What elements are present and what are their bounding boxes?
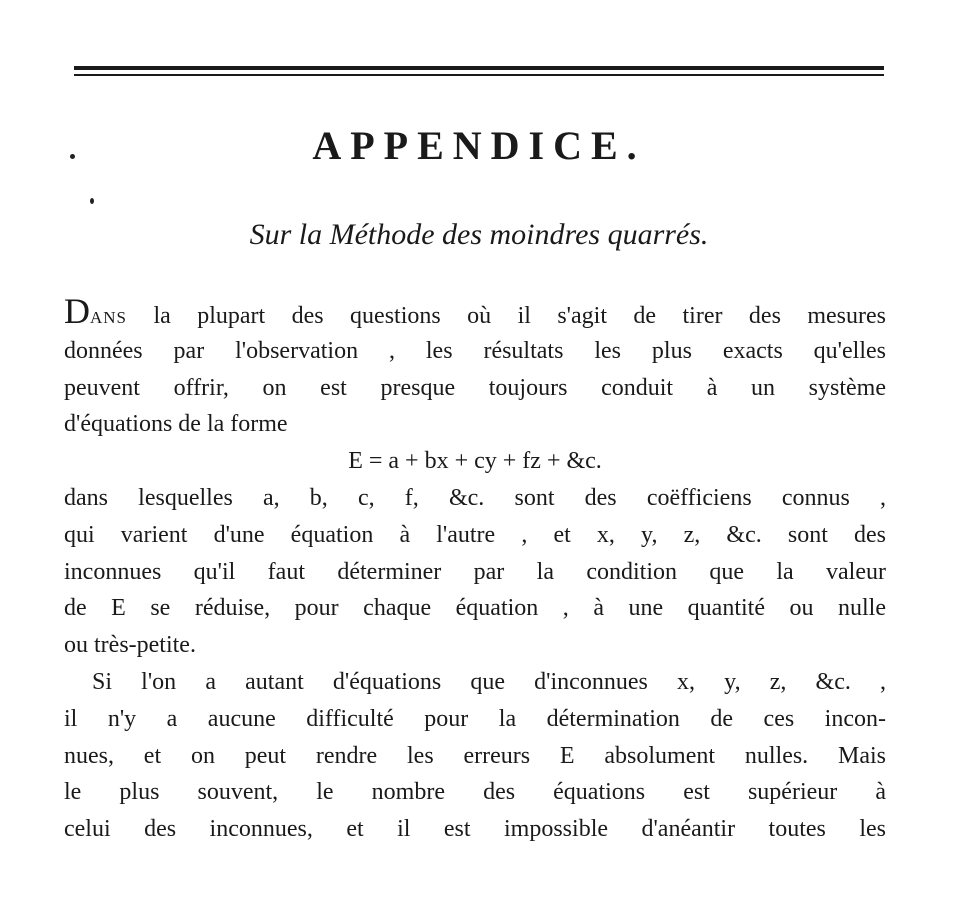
- text-line-1-rest: la plupart des questions où il s'agit de tirer des mesures: [127, 303, 886, 329]
- body-text: [64, 291, 886, 848]
- text-line-8: de E se réduise, pour chaque équation , à une quantité ou nulle: [64, 595, 886, 622]
- text-line-12: nues, et on peut rendre les erreurs E absolument nulles. Mais: [64, 742, 886, 769]
- text-line-7: inconnues qu'il faut déterminer par la condition que la valeur: [64, 558, 886, 585]
- ink-speck: [90, 198, 94, 204]
- text-line-9: ou très-petite.: [64, 632, 196, 659]
- text-line-2: données par l'observation , les résultats les plus exacts qu'elles: [64, 337, 886, 364]
- text-line-14: celui des inconnues, et il est impossible d'anéantir toutes les: [64, 816, 886, 843]
- top-rule-thin: [74, 74, 884, 76]
- text-line-3: peuvent offrir, on est presque toujours conduit à un système: [64, 374, 886, 401]
- text-line-6: qui varient d'une équation à l'autre , et x, y, z, &c. sont des: [64, 521, 886, 548]
- page-title: APPENDICE.: [312, 123, 646, 168]
- top-rule-thick: [74, 66, 884, 70]
- text-line-11: il n'y a aucune difficulté pour la détermination de ces incon-: [64, 705, 886, 732]
- drop-cap: D: [64, 291, 90, 331]
- text-line-5: dans lesquelles a, b, c, f, &c. sont des coëfficiens connus ,: [64, 484, 886, 511]
- page-subtitle: Sur la Méthode des moindres quarrés.: [249, 218, 709, 251]
- equation: E = a + bx + cy + fz + &c.: [348, 448, 602, 475]
- small-caps-text: ANS: [90, 308, 128, 327]
- text-line-13: le plus souvent, le nombre des équations est supérieur à: [64, 779, 886, 806]
- text-line-10: Si l'on a autant d'équations que d'inconnues x, y, z, &c. ,: [92, 668, 886, 695]
- text-line-1: [64, 291, 886, 333]
- text-line-4: d'équations de la forme: [64, 411, 288, 438]
